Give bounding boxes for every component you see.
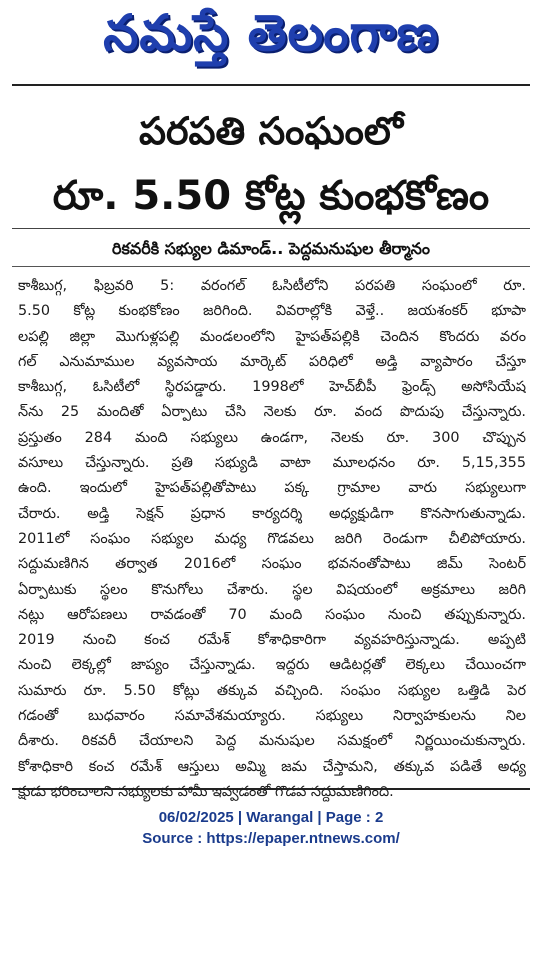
- divider: [12, 228, 530, 229]
- article-line: గల్ ఎనుమాముల వ్యవసాయ మార్కెట్ పరిధిలో అడ్తి వ్యాపారం చేస్తూ: [18, 353, 526, 370]
- article-line: లపల్లి జిల్లా మొగుళ్లపల్లి మండలంలోని హైపత్‌పల్లికి చెందిన కొందరు వరం: [18, 328, 526, 345]
- article-line: వసూలు చేస్తున్నారు. ప్రతి సభ్యుడి వాటా మూలధనం రూ. 5,15,355: [18, 455, 526, 472]
- article-line: సుమారు రూ. 5.50 కోట్లు తక్కువ వచ్చింది. సంఘం సభ్యుల ఒత్తిడి పెర: [18, 682, 526, 699]
- article-line: ఏర్పాటుకు స్థలం కొనుగోలు చేశారు. స్థల విషయంలో అక్రమాలు జరిగి: [18, 581, 526, 598]
- article-line: ప్రస్తుతం 284 మంది సభ్యులు ఉండగా, నెలకు రూ. 300 చొప్పున: [18, 429, 526, 446]
- article-line: సద్దుమణిగిన తర్వాత 2016లో సంఘం భవనంతోపాటు జిమ్ సెంటర్: [18, 556, 526, 573]
- article-line: 2019 నుంచి కంచ రమేశ్ కోశాధికారిగా వ్యవహరిస్తున్నాడు. అప్పటి: [18, 632, 526, 649]
- article-line: న్‌ను 25 మందితో ఏర్పాటు చేసి నెలకు రూ. వంద పొదుపు చేస్తున్నారు.: [18, 404, 526, 421]
- masthead: [0, 0, 542, 78]
- article-line: చేరారు. అడ్తి సెక్షన్ ప్రధాన కార్యదర్శి అధ్యక్షుడిగా కొనసాగుతున్నాడు.: [18, 505, 526, 522]
- article-line: 5.50 కోట్ల కుంభకోణం జరిగింది. వివరాల్లోకి వెళ్తే.. జయశంకర్ భూపా: [18, 303, 526, 320]
- divider: [12, 84, 530, 86]
- subheadline: రికవరీకి సభ్యుల డిమాండ్.. పెద్దమనుషుల తీర్మానం: [111, 239, 430, 258]
- footer-source: Source : https://epaper.ntnews.com/: [142, 830, 400, 847]
- article-line: కాశీబుగ్గ, ఫిబ్రవరి 5: వరంగల్ ఓసిటీలోని పరపతి సంఘంలో రూ.: [18, 278, 526, 294]
- headline-line-1: పరపతి సంఘంలో: [138, 109, 404, 153]
- article-line: 2011లో సంఘం సభ్యుల మధ్య గొడవలు జరిగి రెండుగా చీలిపోయారు.: [18, 530, 526, 547]
- divider: [12, 788, 530, 790]
- newspaper-logo: నమస్తే తెలంగాణ: [103, 3, 439, 62]
- article-body: [18, 274, 526, 805]
- footer-date-edition-page: 06/02/2025 | Warangal | Page : 2: [158, 809, 384, 826]
- article-line: నట్లు ఆరోపణలు రావడంతో 70 మంది సంఘం నుంచి తప్పుకున్నారు.: [18, 606, 526, 623]
- headline-line-2: రూ. 5.50 కోట్ల కుంభకోణం: [52, 173, 490, 219]
- article-line: క్షుడు భరించాలని సభ్యులకు హామీ ఇవ్వడంతో గొడవ సద్దుమణిగింది.: [18, 783, 394, 800]
- article-line: కాశీబుగ్గ, ఓసిటీలో స్థిరపడ్డారు. 1998లో హెచ్‌బీపీ ఫ్రెండ్స్ అసోసియేష: [18, 379, 526, 396]
- divider: [12, 266, 530, 267]
- article-line: దీశారు. రికవరీ చేయాలని పెద్ద మనుషుల సమక్షంలో నిర్ణయించుకున్నారు.: [18, 733, 526, 750]
- article-line: నుంచి లెక్కల్లో జాప్యం చేస్తున్నాడు. ఇద్దరు ఆడిటర్లతో లెక్కలు చేయించగా: [18, 657, 526, 674]
- article-line: ఉంది. ఇందులో హైపత్‌పల్లితోపాటు పక్క గ్రామాల వారు సభ్యులుగా: [18, 480, 526, 497]
- article-line: గడంతో బుధవారం సమావేశమయ్యారు. సభ్యులు నిర్వాహకులను నిల: [18, 708, 526, 725]
- article-line: కోశాధికారి కంచ రమేశ్ ఆస్తులు అమ్మి జమ చేస్తామని, తక్కువ పడితే అధ్య: [18, 758, 526, 775]
